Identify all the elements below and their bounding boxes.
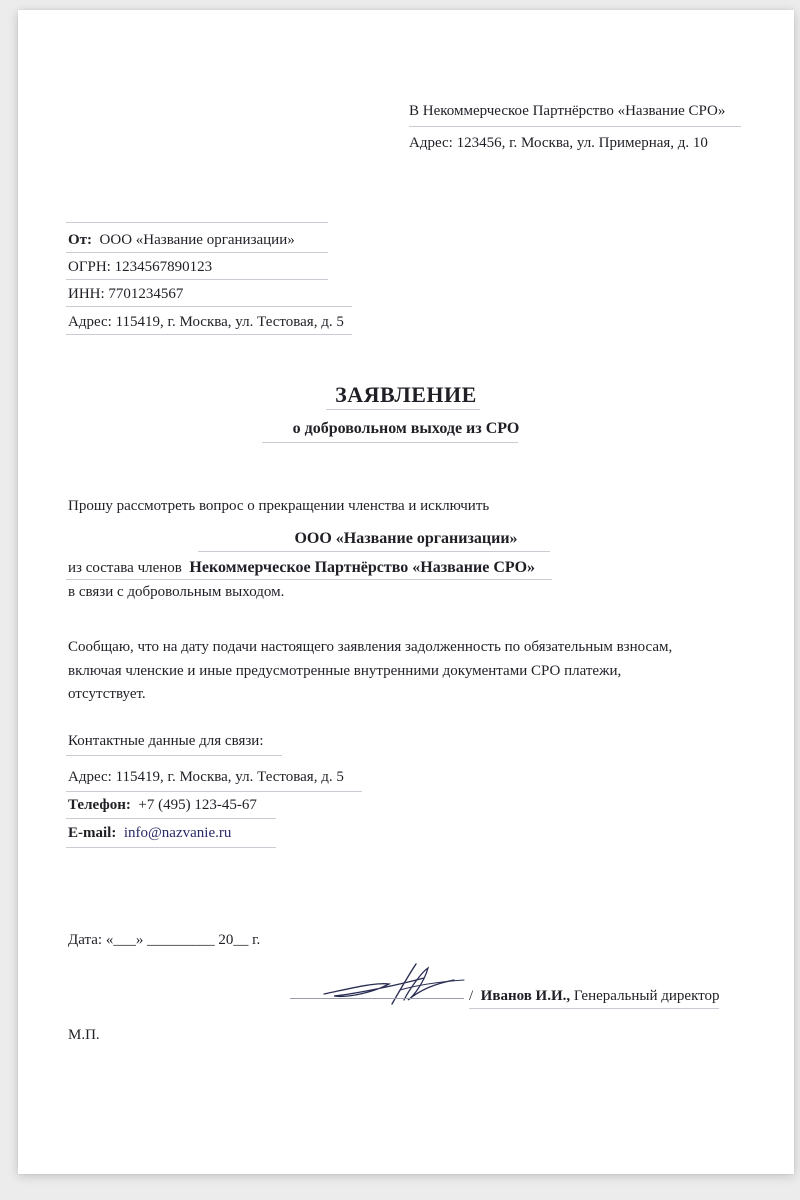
divider bbox=[198, 551, 550, 552]
divider bbox=[469, 1008, 719, 1009]
divider bbox=[66, 279, 328, 280]
sender-from-value: ООО «Название организации» bbox=[99, 232, 295, 248]
members-np: Некоммерческое Партнёрство «Название СРО» bbox=[189, 559, 536, 576]
contact-address: Адрес: 115419, г. Москва, ул. Тестовая, д. 5 bbox=[68, 769, 344, 785]
email-label: E-mail: bbox=[68, 825, 117, 841]
signature-line bbox=[290, 998, 464, 999]
document-title: ЗАЯВЛЕНИЕ bbox=[335, 382, 477, 407]
contact-email bbox=[68, 825, 231, 842]
divider bbox=[326, 409, 480, 410]
sender-ogrn: ОГРН: 1234567890123 bbox=[68, 259, 213, 275]
members-line bbox=[68, 559, 535, 577]
organization-name: ООО «Название организации» bbox=[294, 530, 518, 547]
divider bbox=[66, 306, 352, 307]
divider bbox=[262, 442, 518, 443]
debt-line-1: Сообщаю, что на дату подачи настоящего заявления задолженность по обязательным взносам, bbox=[68, 639, 673, 655]
document-subtitle: о добровольном выходе из СРО bbox=[292, 420, 520, 437]
sender-from-label: От: bbox=[68, 232, 93, 248]
stamp-place: М.П. bbox=[68, 1027, 100, 1043]
divider bbox=[66, 791, 362, 792]
divider bbox=[409, 126, 741, 127]
request-line: Прошу рассмотреть вопрос о прекращении членства и исключить bbox=[68, 498, 490, 514]
signer-position: Генеральный директор bbox=[573, 988, 720, 1004]
divider bbox=[66, 818, 276, 819]
contact-phone bbox=[68, 797, 257, 814]
date-line: Дата: «___» _________ 20__ г. bbox=[68, 932, 261, 948]
signer bbox=[469, 988, 720, 1005]
phone-label: Телефон: bbox=[68, 797, 131, 813]
debt-line-3: отсутствует. bbox=[68, 686, 146, 702]
signer-name: Иванов И.И., bbox=[480, 988, 571, 1004]
document-page bbox=[18, 10, 794, 1174]
members-prefix: из состава членов bbox=[68, 560, 182, 576]
recipient-name: В Некоммерческое Партнёрство «Название СРО» bbox=[409, 103, 726, 119]
debt-line-2: включая членские и иные предусмотренные внутренними документами СРО платежи, bbox=[68, 663, 622, 679]
signer-slash: / bbox=[469, 988, 474, 1004]
divider bbox=[66, 334, 352, 335]
divider bbox=[66, 222, 328, 223]
sender-address: Адрес: 115419, г. Москва, ул. Тестовая, д. 5 bbox=[68, 314, 344, 330]
divider bbox=[66, 847, 276, 848]
phone-value: +7 (495) 123-45-67 bbox=[138, 797, 257, 813]
sender-from bbox=[68, 232, 295, 249]
contacts-heading: Контактные данные для связи: bbox=[68, 733, 264, 749]
divider bbox=[66, 755, 282, 756]
reason-line: в связи с добровольным выходом. bbox=[68, 584, 285, 600]
signature-image bbox=[304, 960, 474, 1008]
divider bbox=[66, 579, 552, 580]
divider bbox=[66, 252, 328, 253]
sender-inn: ИНН: 7701234567 bbox=[68, 286, 184, 302]
email-value: info@nazvanie.ru bbox=[123, 825, 232, 841]
recipient-address: Адрес: 123456, г. Москва, ул. Примерная, д. 10 bbox=[409, 135, 708, 151]
